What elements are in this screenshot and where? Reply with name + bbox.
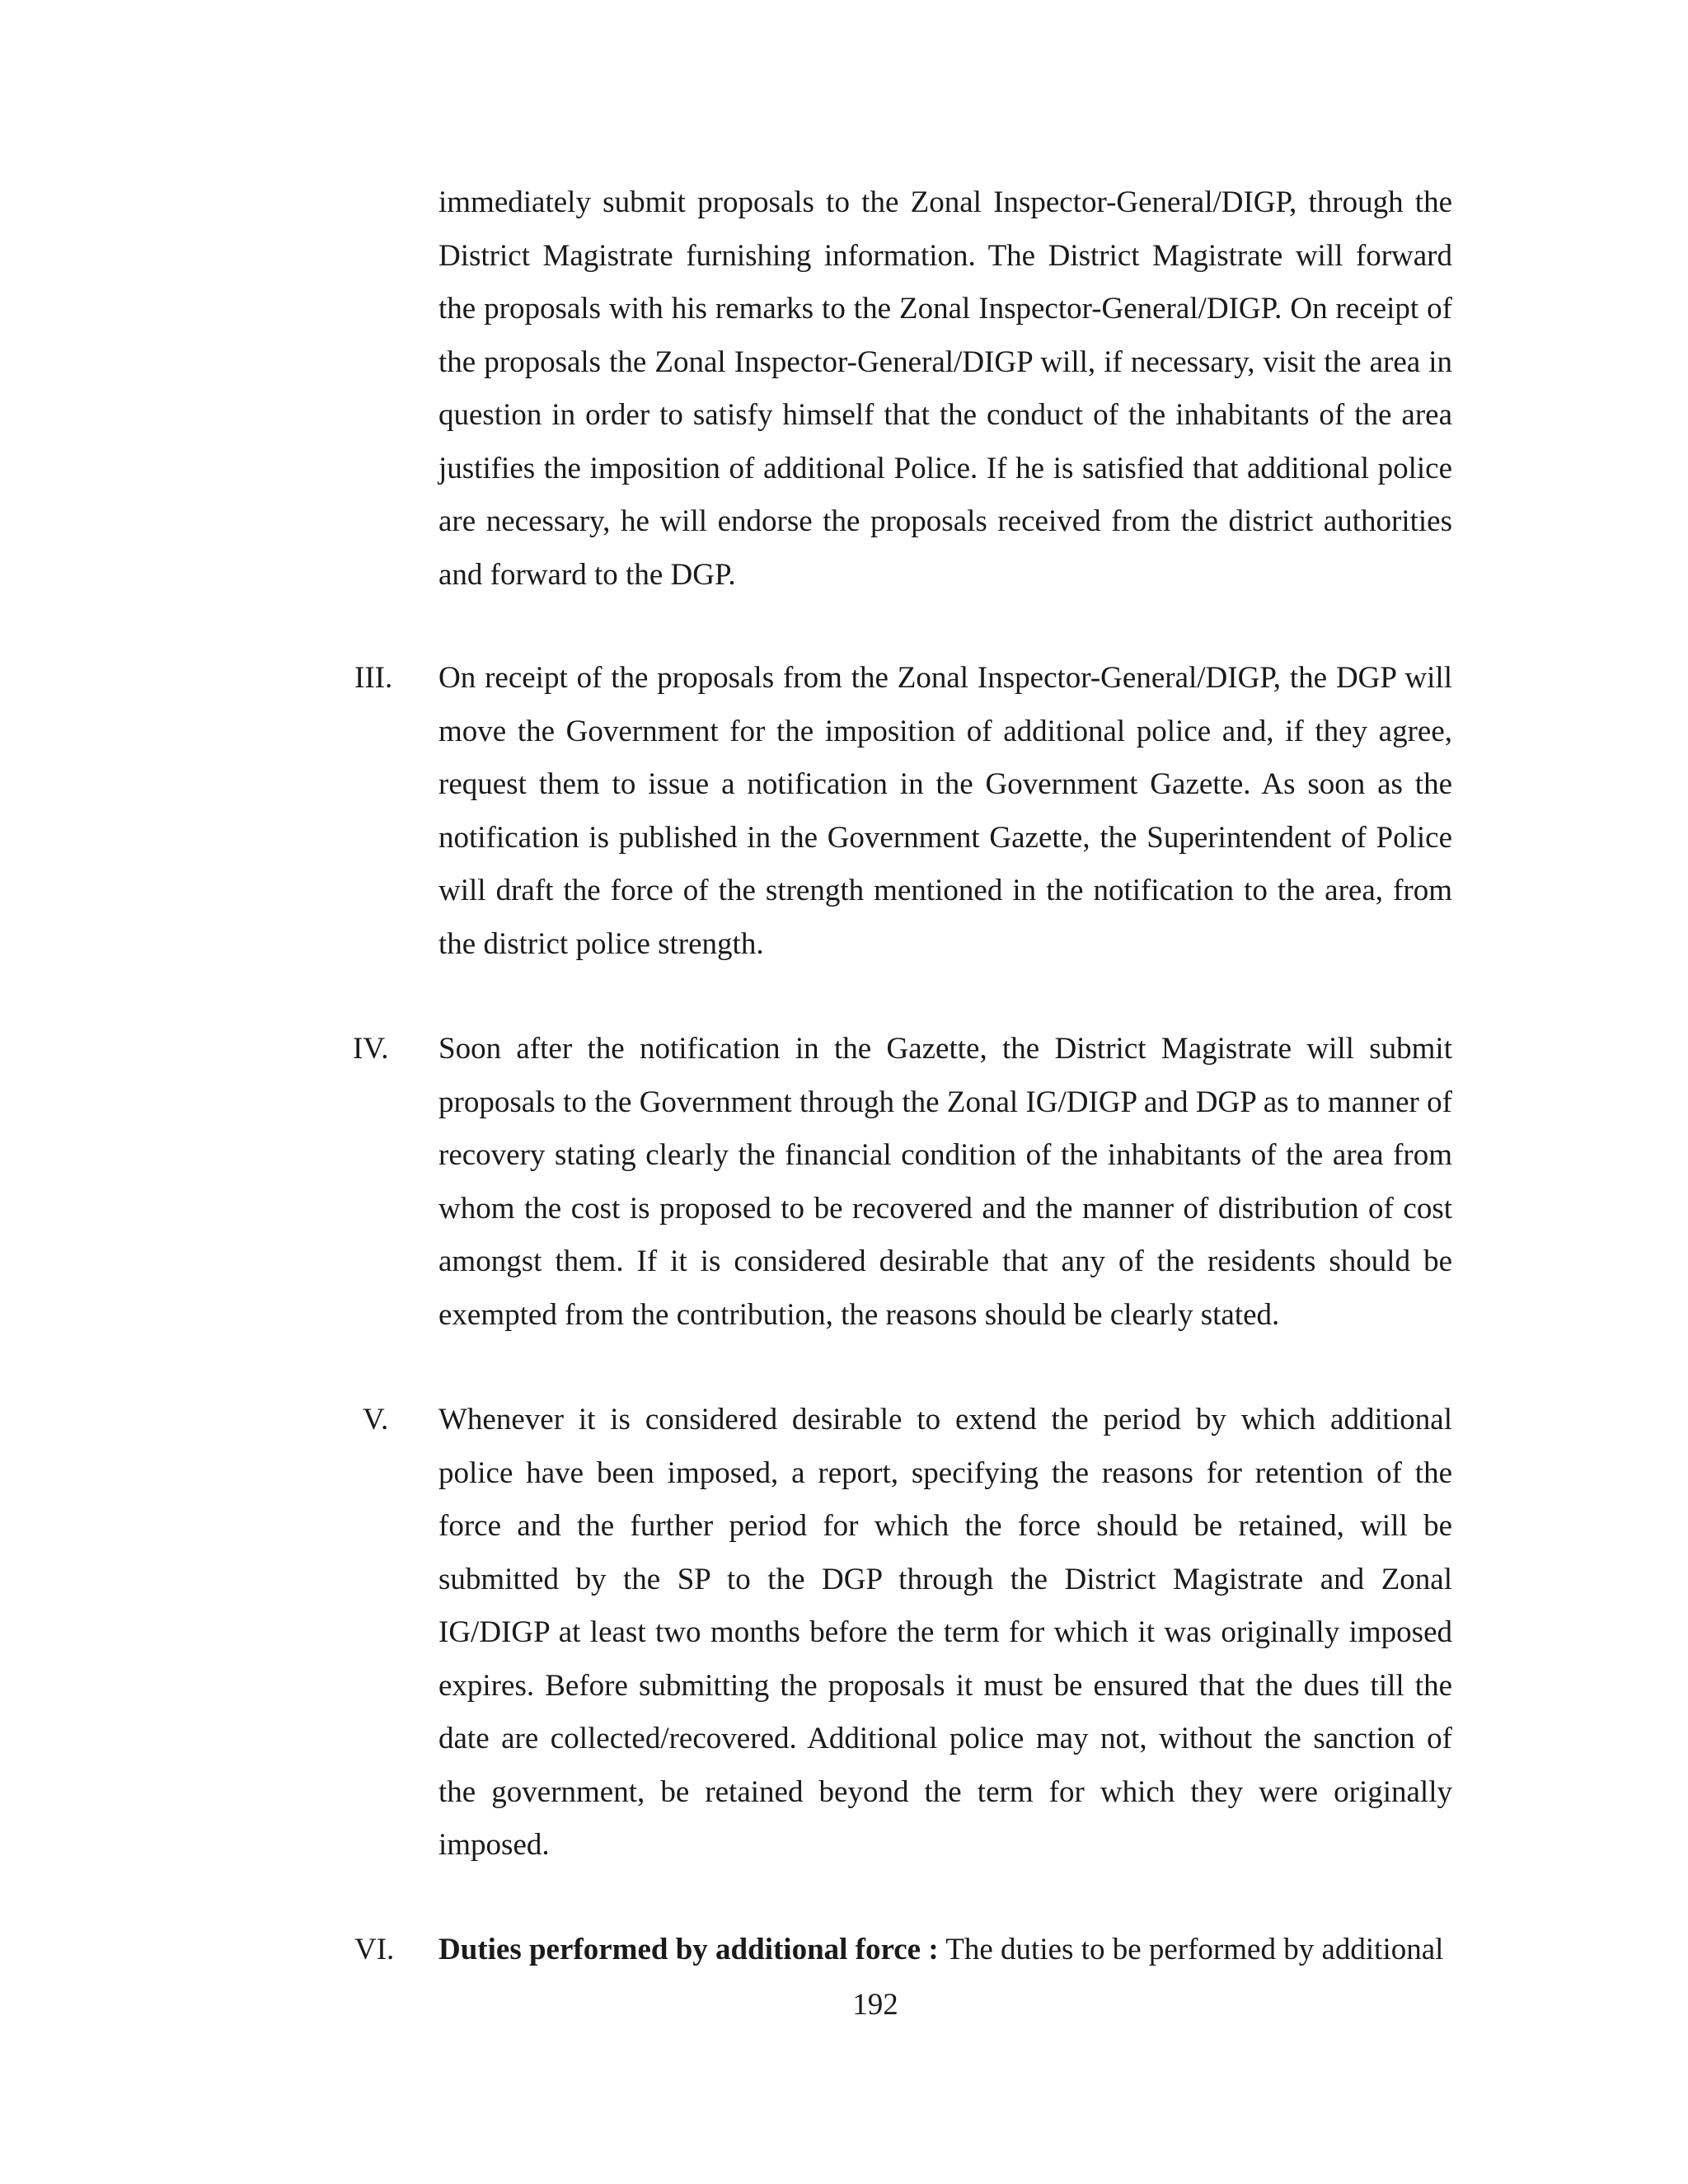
paragraph-number-vi: VI. xyxy=(354,1933,395,1966)
paragraph-number-v: V. xyxy=(363,1403,389,1436)
paragraph-continuation xyxy=(438,176,1452,602)
paragraph-heading: Duties performed by additional force : xyxy=(438,1933,939,1966)
paragraph-text: Soon after the notification in the Gazette, the District Magistrate will submit proposals to the Government through the Zonal IG/DIGP and DGP as to manner of recovery stating clearly the financial condition of the inhabitants of the area from whom the cost is proposed to be recovered and the manner of distribution of cost amongst them. If it is considered desirable that any of the residents should be exempted from the contribution, the reasons should be clearly stated. xyxy=(438,1032,1452,1332)
paragraph-text: The duties to be performed by additional xyxy=(945,1933,1444,1966)
paragraph-number-iv: IV. xyxy=(353,1032,389,1066)
paragraph-iii xyxy=(438,652,1452,971)
paragraph-iv xyxy=(438,1023,1452,1342)
paragraph-number-iii: III. xyxy=(354,661,393,695)
paragraph-v xyxy=(438,1394,1452,1872)
paragraph-text: immediately submit proposals to the Zonal Inspector-General/DIGP, through the District Magistrate furnishing information. The District Magistrate will forward the proposals with his remarks to the Zonal Inspector-General/DIGP. On receipt of the proposals the Zonal Inspector-General/DIGP will, if necessary, visit the area in question in order to satisfy himself that the conduct of the inhabitants of the area justifies the imposition of additional Police. If he is satisfied that additional police are necessary, he will endorse the proposals received from the district authorities and forward to the DGP. xyxy=(438,185,1452,592)
page-number: 192 xyxy=(852,1988,898,2022)
paragraph-vi xyxy=(438,1924,1452,1977)
paragraph-text: Whenever it is considered desirable to extend the period by which additional police have been imposed, a report, specifying the reasons for retention of the force and the further period for which the force should be retained, will be submitted by the SP to the DGP through the District Magistrate and Zonal IG/DIGP at least two months before the term for which it was originally imposed expires. Before submitting the proposals it must be ensured that the dues till the date are collected/recovered. Additional police may not, without the sanction of the government, be retained beyond the term for which they were originally imposed. xyxy=(438,1403,1452,1862)
paragraph-text: On receipt of the proposals from the Zonal Inspector-General/DIGP, the DGP will move the Government for the imposition of additional police and, if they agree, request them to issue a notification in the Government Gazette. As soon as the notification is published in the Government Gazette, the Superintendent of Police will draft the force of the strength mentioned in the notification to the area, from the district police strength. xyxy=(438,661,1452,961)
